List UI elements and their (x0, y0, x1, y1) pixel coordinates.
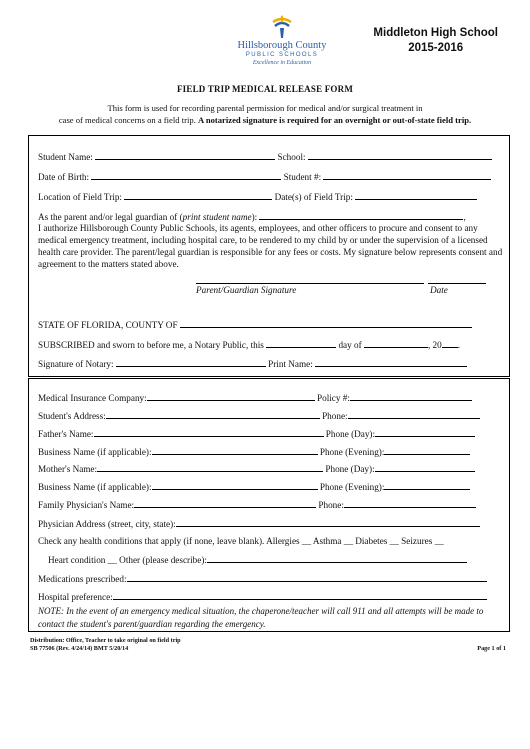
mother-evening-phone-label: Phone (Evening): (319, 482, 385, 492)
notary-row (38, 357, 467, 370)
physician-phone-label: Phone: (318, 500, 344, 510)
dob-label: Date of Birth: (38, 172, 90, 182)
consent-suffix: ): (251, 212, 258, 222)
father-row (38, 427, 475, 440)
address-label: Student's Address: (38, 411, 106, 421)
form-code: SB 77506 (Rev. 4/24/14) BMT 5/20/14 (30, 645, 129, 652)
medications-label: Medications prescribed: (38, 574, 127, 584)
state-county-label: STATE OF FLORIDA, COUNTY OF (38, 320, 178, 330)
county-field[interactable] (180, 318, 472, 328)
mother-evening-phone-field[interactable] (384, 480, 470, 490)
physician-phone-field[interactable] (344, 498, 476, 508)
mother-phone-field[interactable] (375, 462, 475, 472)
page-number: Page 1 of 1 (477, 645, 506, 652)
address-phone-label: Phone: (322, 411, 348, 421)
guardian-signature-line[interactable] (196, 283, 424, 284)
medications-row (38, 572, 487, 585)
physician-address-field[interactable] (176, 517, 480, 527)
signature-date-line[interactable] (428, 283, 486, 284)
birth-row (38, 170, 491, 183)
mother-business-row (38, 480, 470, 493)
torch-logo-icon (267, 14, 297, 40)
student-name-field[interactable] (95, 150, 275, 160)
physician-address-label: Physician Address (street, city, state): (38, 519, 176, 529)
mother-field[interactable] (97, 462, 323, 472)
print-name-label: Print Name: (268, 359, 313, 369)
health-conditions-label[interactable]: Check any health conditions that apply (if none, leave blank). Allergies __ Asthma __ Diabetes __ Seizures __ (38, 536, 444, 546)
address-row (38, 409, 480, 422)
insurance-field[interactable] (147, 391, 315, 401)
subscribed-label: SUBSCRIBED and sworn to before me, a Notary Public, this (38, 340, 264, 350)
notary-year-field[interactable] (442, 338, 461, 350)
consent-comma: , (463, 212, 466, 222)
consent-paragraph: I authorize Hillsborough County Public Schools, its agents, employees, and other officers to procure and consent to any medical emergency treatment, including hospital care, to be rendered to my child by or under the supervision of a licensed health care provider. The parent/legal guardian is responsible for any fees or costs. My signature below represents consent and agreement to the matters stated above. (38, 223, 503, 269)
guardian-of-student-field[interactable] (259, 210, 466, 222)
father-evening-phone-field[interactable] (384, 445, 470, 455)
address-phone-field[interactable] (348, 409, 480, 419)
notary-signature-field[interactable] (116, 357, 266, 367)
state-row (38, 318, 472, 331)
father-evening-phone-label: Phone (Evening): (319, 447, 385, 457)
date-caption: Date (430, 285, 448, 295)
intro-line-2 (30, 115, 500, 127)
notary-day-field[interactable] (266, 338, 336, 348)
year-prefix: , 20 (427, 340, 442, 350)
hospital-label: Hospital preference: (38, 592, 113, 602)
hospital-row (38, 590, 487, 603)
dates-field[interactable] (355, 190, 477, 200)
school-label: School: (277, 152, 306, 162)
mother-business-label: Business Name (if applicable): (38, 482, 152, 492)
consent-print-student-name: print student name (182, 212, 252, 222)
father-business-field[interactable] (152, 445, 318, 455)
logo-subtitle: PUBLIC SCHOOLS (245, 52, 319, 58)
father-phone-field[interactable] (375, 427, 475, 437)
policy-label: Policy #: (316, 393, 350, 403)
notary-signature-label: Signature of Notary: (38, 359, 114, 369)
school-header (373, 26, 498, 56)
physician-field[interactable] (134, 498, 316, 508)
insurance-row (38, 391, 472, 404)
mother-label: Mother's Name: (38, 464, 98, 474)
form-intro (30, 103, 500, 126)
student-name-label: Student Name: (38, 152, 93, 162)
day-of-label: day of (338, 340, 362, 350)
dob-field[interactable] (91, 170, 281, 180)
address-field[interactable] (106, 409, 320, 419)
guardian-signature-caption: Parent/Guardian Signature (196, 285, 297, 295)
student-number-label: Student #: (283, 172, 322, 182)
hospital-field[interactable] (113, 590, 487, 600)
mother-business-field[interactable] (152, 480, 318, 490)
physician-address-row (38, 517, 480, 530)
other-conditions-field[interactable] (207, 553, 467, 563)
distribution-note: Distribution: Office, Teacher to take original on field trip (30, 637, 181, 644)
year-suffix: . (457, 340, 461, 350)
location-row (38, 190, 477, 203)
school-year: 2015-2016 (408, 42, 464, 54)
school-name: Middleton High School (373, 27, 498, 39)
dates-label: Date(s) of Field Trip: (274, 192, 353, 202)
other-conditions-label: Heart condition __ Other (please describe): (48, 555, 207, 565)
conditions-row-2 (48, 553, 467, 566)
intro-line-2-text: case of medical concerns on a field trip. (58, 114, 196, 125)
school-field[interactable] (308, 150, 492, 160)
mother-phone-label: Phone (Day): (325, 464, 375, 474)
intro-line-1: This form is used for recording parental permission for medical and/or surgical treatment in (107, 103, 423, 113)
father-business-row (38, 445, 470, 458)
emergency-note: NOTE: In the event of an emergency medical situation, the chaperone/teacher will call 911 and all attempts will be made to contact the student's parent/guardian regarding the emergency. (38, 606, 484, 629)
location-label: Location of Field Trip: (38, 192, 122, 202)
form-title: FIELD TRIP MEDICAL RELEASE FORM (176, 84, 354, 94)
father-business-label: Business Name (if applicable): (38, 447, 152, 457)
student-name-row (38, 150, 492, 163)
logo-name: Hillsborough County (237, 40, 327, 51)
medications-field[interactable] (127, 572, 487, 582)
policy-field[interactable] (350, 391, 472, 401)
district-logo (226, 14, 338, 70)
print-name-field[interactable] (315, 357, 467, 367)
student-number-field[interactable] (323, 170, 491, 180)
notary-month-field[interactable] (364, 338, 428, 348)
location-field[interactable] (124, 190, 272, 200)
father-phone-label: Phone (Day): (325, 429, 376, 439)
conditions-row (38, 535, 444, 547)
mother-row (38, 462, 475, 475)
consent-prefix: As the parent and/or legal guardian of ( (38, 212, 183, 222)
physician-label: Family Physician's Name: (38, 500, 135, 510)
father-field[interactable] (94, 427, 324, 437)
insurance-label: Medical Insurance Company: (38, 393, 147, 403)
intro-notarized-note: A notarized signature is required for an overnight or out-of-state field trip. (197, 114, 472, 125)
logo-tagline: Excellence in Education (252, 60, 312, 66)
subscribed-row (38, 338, 460, 351)
physician-row (38, 498, 476, 511)
father-label: Father's Name: (38, 429, 94, 439)
